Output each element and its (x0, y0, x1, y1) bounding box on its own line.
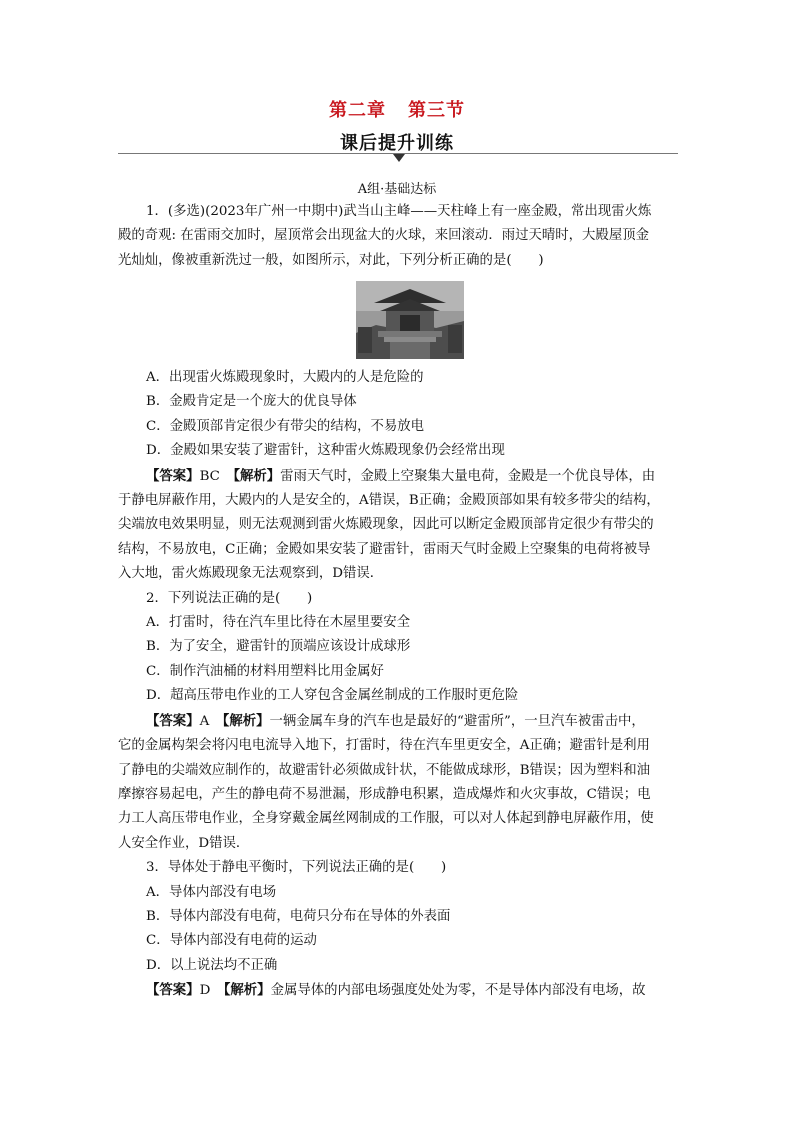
q3-option-a: A．导体内部没有电场 (146, 884, 277, 900)
q1-analysis-line: 入大地，雷火炼殿现象无法观察到，D错误． (118, 566, 384, 582)
group-label: A组·基础达标 (357, 182, 437, 197)
q1-option-b: B．金殿肯定是一个庞大的优良导体 (146, 394, 357, 410)
q1-analysis-line: 雷雨天气时，金殿上空聚集大量电荷，金殿是一个优良导体，由 (280, 468, 656, 484)
chapter-heading (0, 96, 794, 122)
question-1-stem (118, 200, 678, 273)
q2-answer: A (199, 713, 210, 729)
q1-option-c: C．金殿顶部肯定很少有带尖的结构，不易放电 (146, 418, 425, 434)
q3-option-d: D．以上说法均不正确 (146, 957, 278, 973)
q1-stem-line: 殿的奇观: 在雷雨交加时，屋顶常会出现盆大的火球，来回滚动．雨过天晴时，大殿屋顶金 (118, 228, 649, 244)
answer-tag: 【答案】 (146, 982, 200, 999)
answer-tag: 【答案】 (146, 467, 200, 484)
question-3-stem: 3．导体处于静电平衡时，下列说法正确的是( ) (146, 860, 447, 876)
q2-analysis-line: 人安全作业，D错误． (118, 835, 250, 851)
q1-stem-line: 光灿灿，像被重新洗过一般，如图所示，对此，下列分析正确的是( ) (118, 252, 544, 268)
q1-option-a: A．出现雷火炼殿现象时，大殿内的人是危险的 (146, 370, 424, 385)
q1-analysis-line: 尖端放电效果明显，则无法观测到雷火炼殿现象，因此可以断定金殿顶部肯定很少有带尖的 (118, 517, 654, 533)
question-2-stem: 2．下列说法正确的是( ) (146, 590, 313, 606)
q1-answer: BC (199, 468, 220, 484)
chapter-label: 第二章 (329, 100, 386, 121)
q2-option-a: A．打雷时，待在汽车里比待在木屋里要安全 (146, 615, 411, 631)
analysis-tag: 【解析】 (233, 467, 281, 484)
q2-analysis-line: 一辆金属车身的汽车也是最好的“避雷所”，一旦汽车被雷击中， (269, 713, 645, 729)
q1-analysis-line: 于静电屏蔽作用，大殿内的人是安全的，A错误，B正确；金殿顶部如果有较多带尖的结构， (118, 493, 660, 509)
analysis-tag: 【解析】 (222, 712, 270, 729)
q1-option-d: D．金殿如果安装了避雷针，这种雷火炼殿现象仍会经常出现 (146, 443, 505, 459)
q3-answer: D (199, 983, 211, 999)
divider-arrow-icon (393, 154, 405, 162)
analysis-tag: 【解析】 (223, 982, 271, 999)
page-title: 课后提升训练 (340, 133, 454, 154)
q2-analysis-line: 了静电的尖端效应制作的，故避雷针必须做成针状，不能做成球形，B错误；因为塑料和油 (118, 762, 651, 778)
q1-answer-line (118, 464, 678, 489)
q2-answer-line (118, 709, 678, 734)
q2-option-b: B．为了安全，避雷针的顶端应该设计成球形 (146, 639, 411, 655)
golden-hall-photo (356, 281, 464, 359)
answer-tag: 【答案】 (146, 712, 200, 729)
q3-option-b: B．导体内部没有电荷，电荷只分布在导体的外表面 (146, 908, 451, 924)
q2-analysis-line: 力工人高压带电作业，全身穿戴金属丝网制成的工作服，可以对人体起到静电屏蔽作用，使 (118, 811, 654, 827)
q2-option-c: C．制作汽油桶的材料用塑料比用金属好 (146, 663, 384, 679)
q2-analysis-line: 摩擦容易起电，产生的静电荷不易泄漏，形成静电积累，造成爆炸和火灾事故，C错误；电 (118, 786, 651, 802)
section-label: 第三节 (408, 100, 465, 121)
q3-option-c: C．导体内部没有电荷的运动 (146, 933, 317, 949)
q1-analysis-line: 结构，不易放电，C正确；金殿如果安装了避雷针，雷雨天气时金殿上空聚集的电荷将被导 (118, 541, 651, 557)
q2-analysis-line: 它的金属构架会将闪电电流导入地下，打雷时，待在汽车里更安全，A正确；避雷针是利用 (118, 738, 650, 754)
q2-option-d: D．超高压带电作业的工人穿包含金属丝制成的工作服时更危险 (146, 688, 519, 704)
q1-stem-line: 1．(多选)(2023年广州一中期中)武当山主峰——天柱峰上有一座金殿，常出现雷火炼 (146, 204, 652, 219)
question-1-body (118, 366, 678, 1004)
q3-analysis-line: 金属导体的内部电场强度处处为零，不是导体内部没有电场，故 (270, 983, 646, 999)
q3-answer-line (118, 978, 678, 1003)
